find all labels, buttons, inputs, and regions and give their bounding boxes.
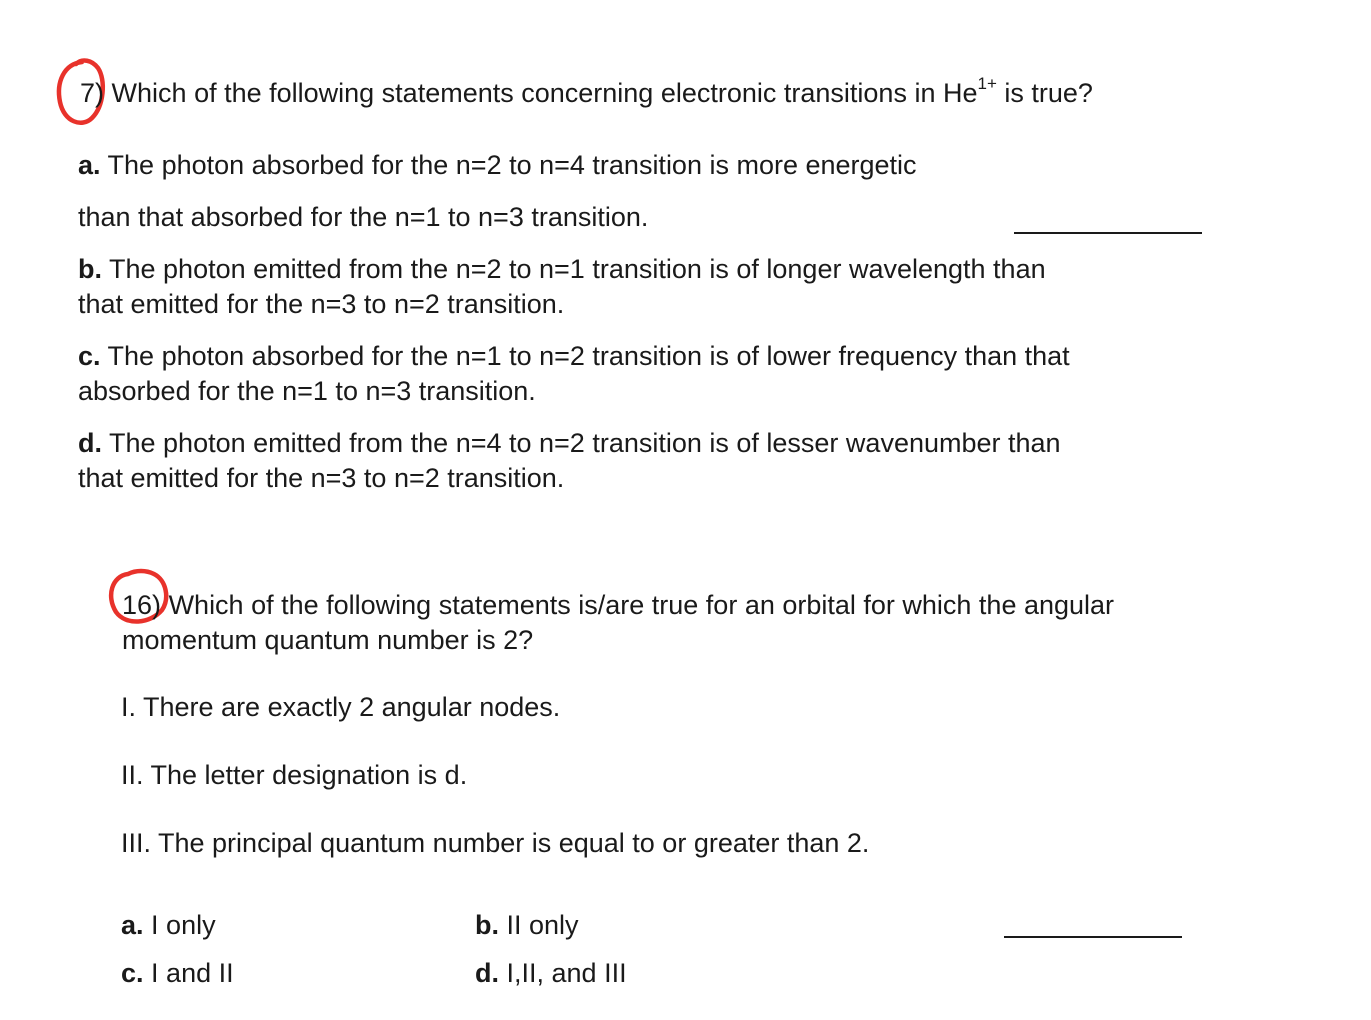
q16-choice-b: b. II only: [475, 910, 579, 940]
q16-statement-3: III. The principal quantum number is equal to or greater than 2.: [121, 828, 870, 858]
q16-choice-a: a. I only: [121, 910, 216, 940]
q16-stem-line2: momentum quantum number is 2?: [122, 625, 534, 655]
q7-option-d: d. The photon emitted from the n=4 to n=2 transition is of lesser wavenumber than that emitted for the n=3 to n=2 transition.: [78, 428, 1061, 493]
q7-option-a: a. The photon absorbed for the n=2 to n=4 transition is more energetic: [78, 150, 917, 180]
q7-stem-text: Which of the following statements concerning electronic transitions in He: [111, 78, 978, 108]
q16-choice-d: d. I,II, and III: [475, 958, 627, 988]
q7-answer-blank[interactable]: [1014, 232, 1202, 234]
q7-option-a-cont: than that absorbed for the n=1 to n=3 transition.: [78, 202, 649, 232]
q16-statement-1: I. There are exactly 2 angular nodes.: [121, 692, 561, 722]
q7-stem-tail: is true?: [996, 78, 1093, 108]
q16-number: 16: [122, 590, 153, 620]
q16-answer-blank[interactable]: [1004, 936, 1182, 938]
q7-option-c: c. The photon absorbed for the n=1 to n=2 transition is of lower frequency than that absorbed for the n=1 to n=3 transition.: [78, 341, 1070, 406]
q7-option-b: b. The photon emitted from the n=2 to n=1 transition is of longer wavelength than that emitted for the n=3 to n=2 transition.: [78, 254, 1046, 319]
q7-number: 7: [80, 78, 96, 108]
q7-stem-superscript: 1+: [977, 74, 997, 93]
q16-stem-line1: Which of the following statements is/are true for an orbital for which the angular: [168, 590, 1115, 620]
q16-choice-c: c. I and II: [121, 958, 234, 988]
q16-stem: 16) Which of the following statements is/are true for an orbital for which the angular momentum quantum number is 2?: [122, 590, 1115, 655]
q7-stem: 7) Which of the following statements concerning electronic transitions in $He^{1+}$ is true?: [80, 74, 1093, 108]
q16-statement-2: II. The letter designation is d.: [121, 760, 468, 790]
